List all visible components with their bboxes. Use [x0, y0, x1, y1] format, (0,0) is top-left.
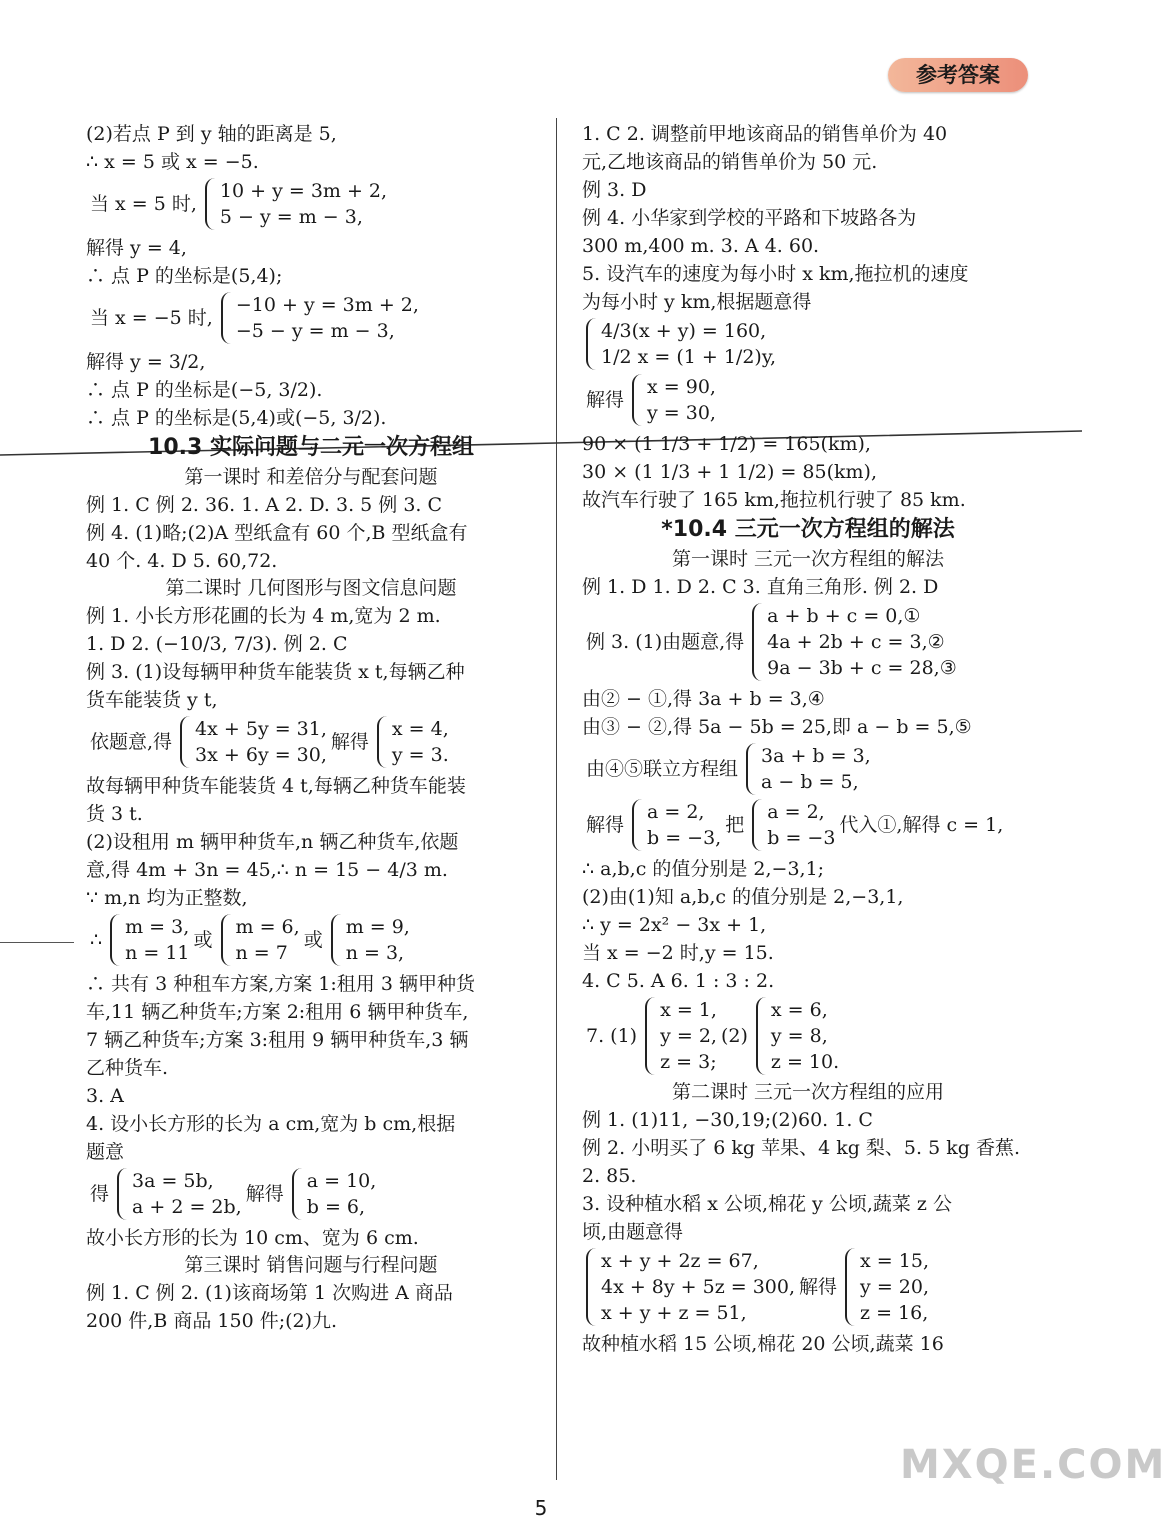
equation-prefix: 依题意,得	[90, 731, 173, 753]
text-line: 例 4. 小华家到学校的平路和下坡路各为	[582, 207, 917, 229]
equation-block	[86, 716, 536, 768]
equation-row: y = 8,	[770, 1025, 828, 1047]
brace-b	[292, 1168, 302, 1220]
brace-a	[117, 1168, 127, 1220]
equation-block	[86, 1168, 536, 1220]
equation-prefix: 解得	[586, 389, 625, 411]
text-line: 车,11 辆乙种货车;方案 2:租用 6 辆甲种货车,	[86, 1001, 469, 1023]
text-line: ∴ 点 P 的坐标是(5,4);	[86, 265, 283, 287]
equation-row: a + b + c = 0,①	[767, 605, 921, 627]
equation-row: m = 6,	[235, 916, 300, 938]
text-line: 40 个. 4. D 5. 60,72.	[86, 550, 278, 572]
text-line: 例 2. 小明买了 6 kg 苹果、4 kg 梨、5. 5 kg 香蕉.	[582, 1137, 1020, 1159]
brace-b	[221, 914, 231, 966]
text-line: 例 1. C 例 2. (1)该商场第 1 次购进 A 商品	[86, 1282, 453, 1304]
text-line: 例 1. (1)11, −30,19;(2)60. 1. C	[582, 1109, 873, 1131]
text-line: 故种植水稻 15 公顷,棉花 20 公顷,蔬菜 16	[582, 1333, 944, 1355]
equation-row: y = 30,	[647, 402, 716, 424]
equation-system	[307, 1168, 377, 1220]
equation-system	[132, 1168, 242, 1220]
brace-a	[180, 716, 190, 768]
text-line: 解得 y = 3/2,	[86, 351, 206, 373]
equation-block	[86, 292, 536, 344]
equation-connector: 解得	[245, 1183, 284, 1205]
text-line: 当 x = −2 时,y = 15.	[582, 942, 774, 964]
equation-block	[86, 914, 536, 966]
brace-a	[632, 799, 642, 851]
equation-row: z = 3;	[660, 1051, 717, 1073]
equation-row: z = 10.	[770, 1051, 840, 1073]
equation-block	[582, 799, 1034, 851]
brace-b	[756, 997, 766, 1075]
equation-prefix: ∴	[90, 929, 103, 951]
brace-a	[632, 374, 642, 426]
right-column	[582, 120, 1034, 1358]
text-line: 为每小时 y km,根据题意得	[582, 291, 812, 313]
text-line: 乙种货车.	[86, 1057, 169, 1079]
text-line: ∵ m,n 均为正整数,	[86, 887, 248, 909]
equation-row: n = 3,	[345, 942, 405, 964]
text-line: 3. A	[86, 1085, 124, 1107]
equation-prefix: 例 3. (1)由题意,得	[586, 631, 745, 653]
equation-system	[125, 914, 189, 966]
equation-row: 3x + 6y = 30,	[195, 744, 327, 766]
equation-block	[86, 178, 536, 230]
text-line: 4. 设小长方形的长为 a cm,宽为 b cm,根据	[86, 1113, 456, 1135]
text-line: 5. 设汽车的速度为每小时 x km,拖拉机的速度	[582, 263, 969, 285]
text-line: 例 1. 小长方形花圃的长为 4 m,宽为 2 m.	[86, 605, 441, 627]
text-line: ∴ x = 5 或 x = −5.	[86, 151, 259, 173]
text-line: 7 辆乙种货车;方案 3:租用 9 辆甲种货车,3 辆	[86, 1029, 469, 1051]
text-line: 1. D 2. (−10/3, 7/3). 例 2. C	[86, 633, 348, 655]
text-line: 90 × (1 1/3 + 1/2) = 165(km),	[582, 433, 871, 455]
text-line: ∴ 点 P 的坐标是(−5, 3/2).	[86, 379, 323, 401]
equation-row: −5 − y = m − 3,	[235, 320, 395, 342]
text-line: 货 3 t.	[86, 803, 143, 825]
equation-connector: 解得	[330, 731, 369, 753]
text-line: 故汽车行驶了 165 km,拖拉机行驶了 85 km.	[582, 489, 966, 511]
brace-b	[845, 1248, 855, 1326]
brace-a	[586, 1248, 596, 1326]
margin-rule	[0, 942, 74, 943]
column-divider	[556, 118, 557, 1480]
text-line: 例 1. D 1. D 2. C 3. 直角三角形. 例 2. D	[582, 576, 939, 598]
brace-a	[586, 318, 596, 370]
equation-system	[771, 997, 839, 1075]
text-line: 300 m,400 m. 3. A 4. 60.	[582, 235, 820, 257]
watermark-logo: MXQE.COM	[900, 1442, 1166, 1488]
equation-row: z = 16,	[860, 1302, 929, 1324]
equation-system	[767, 603, 957, 681]
equation-prefix: 解得	[586, 814, 625, 836]
equation-row: x = 90,	[647, 376, 716, 398]
equation-row: a = 2,	[647, 801, 705, 823]
text-line: (2)设租用 m 辆甲种货车,n 辆乙种货车,依题	[86, 831, 459, 853]
equation-prefix: 当 x = −5 时,	[90, 307, 213, 329]
text-line: 由② − ①,得 3a + b = 3,④	[582, 688, 825, 710]
brace-a	[110, 914, 120, 966]
text-line: 题意	[86, 1141, 125, 1163]
equation-row: x = 4,	[391, 718, 449, 740]
equation-system	[195, 716, 327, 768]
text-line: 例 3. D	[582, 179, 647, 201]
equation-connector: 把	[725, 814, 745, 836]
text-line: 元,乙地该商品的销售单价为 50 元.	[582, 151, 878, 173]
text-line: 由③ − ②,得 5a − 5b = 25,即 a − b = 5,⑤	[582, 716, 972, 738]
equation-row: 3a = 5b,	[132, 1170, 214, 1192]
text-line: 1. C 2. 调整前甲地该商品的销售单价为 40	[582, 123, 948, 145]
section-heading: *10.4 三元一次方程组的解法	[661, 517, 955, 542]
equation-row: x = 15,	[860, 1250, 929, 1272]
brace-a	[221, 292, 231, 344]
text-line: 例 3. (1)设每辆甲种货车能装货 x t,每辆乙种	[86, 661, 465, 683]
equation-system	[767, 799, 835, 851]
equation-row: 3a + b = 3,	[761, 745, 871, 767]
equation-row: 10 + y = 3m + 2,	[219, 180, 388, 202]
equation-row: m = 3,	[125, 916, 190, 938]
equation-row: n = 7	[235, 942, 288, 964]
equation-row: 5 − y = m − 3,	[219, 206, 363, 228]
text-line: ∴ 点 P 的坐标是(5,4)或(−5, 3/2).	[86, 407, 387, 429]
brace-b	[377, 716, 387, 768]
text-line: 例 4. (1)略;(2)A 型纸盒有 60 个,B 型纸盒有	[86, 522, 468, 544]
equation-row: x = 6,	[770, 999, 828, 1021]
text-line: ∴ a,b,c 的值分别是 2,−3,1;	[582, 858, 825, 880]
lesson-heading: 第一课时 和差倍分与配套问题	[184, 466, 438, 488]
answer-key-badge: 参考答案	[888, 58, 1028, 92]
lesson-heading: 第二课时 三元一次方程组的应用	[671, 1081, 945, 1103]
text-line: 200 件,B 商品 150 件;(2)九.	[86, 1310, 338, 1332]
text-line: 意,得 4m + 3n = 45,∴ n = 15 − 4/3 m.	[86, 859, 448, 881]
equation-system	[236, 292, 419, 344]
equation-row: a + 2 = 2b,	[132, 1196, 242, 1218]
equation-system	[647, 374, 716, 426]
equation-block	[582, 603, 1034, 681]
equation-row: x + y + 2z = 67,	[601, 1250, 759, 1272]
equation-row: a − b = 5,	[761, 771, 859, 793]
equation-connector: 或	[303, 929, 323, 951]
equation-row: 9a − 3b + c = 28,③	[767, 657, 957, 679]
left-column	[86, 120, 536, 1335]
equation-row: x = 1,	[660, 999, 717, 1021]
page-number: 5	[534, 1496, 548, 1520]
equation-row: 4a + 2b + c = 3,②	[767, 631, 945, 653]
text-line: 例 1. C 例 2. 36. 1. A 2. D. 3. 5 例 3. C	[86, 494, 443, 516]
text-line: (2)由(1)知 a,b,c 的值分别是 2,−3,1,	[582, 886, 904, 908]
equation-row: y = 3.	[391, 744, 449, 766]
equation-system	[647, 799, 721, 851]
equation-row: n = 11	[125, 942, 190, 964]
equation-system	[220, 178, 387, 230]
equation-prefix: 由④⑤联立方程组	[586, 758, 739, 780]
equation-prefix: 7. (1)	[586, 1025, 638, 1047]
text-line: ∴ 共有 3 种租车方案,方案 1:租用 3 辆甲种货	[86, 973, 475, 995]
brace-a	[746, 743, 756, 795]
text-line: 故每辆甲种货车能装货 4 t,每辆乙种货车能装	[86, 775, 466, 797]
brace-b	[752, 799, 762, 851]
text-line: 顷,由题意得	[582, 1221, 684, 1243]
equation-system	[860, 1248, 929, 1326]
equation-row: b = −3	[767, 827, 836, 849]
brace-c	[331, 914, 341, 966]
equation-block	[582, 1248, 1034, 1326]
text-line: 解得 y = 4,	[86, 237, 187, 259]
equation-connector: 解得	[799, 1276, 838, 1298]
text-line: 故小长方形的长为 10 cm、宽为 6 cm.	[86, 1227, 419, 1249]
equation-system	[392, 716, 449, 768]
equation-system	[660, 997, 717, 1075]
equation-row: m = 9,	[345, 916, 410, 938]
equation-system	[236, 914, 300, 966]
text-line: ∴ y = 2x² − 3x + 1,	[582, 914, 767, 936]
brace-a	[205, 178, 215, 230]
brace-a	[752, 603, 762, 681]
section-heading: 10.3 实际问题与二元一次方程组	[148, 435, 474, 460]
equation-row: 4/3(x + y) = 160,	[601, 320, 767, 342]
text-line: 2. 85.	[582, 1165, 637, 1187]
equation-row: y = 2,	[660, 1025, 717, 1047]
text-line: 3. 设种植水稻 x 公顷,棉花 y 公顷,蔬菜 z 公	[582, 1193, 952, 1215]
equation-row: 1/2 x = (1 + 1/2)y,	[601, 346, 777, 368]
lesson-heading: 第一课时 三元一次方程组的解法	[671, 548, 945, 570]
equation-connector: 或	[193, 929, 213, 951]
equation-system	[601, 1248, 795, 1326]
text-line: 30 × (1 1/3 + 1 1/2) = 85(km),	[582, 461, 877, 483]
equation-row: b = −3,	[647, 827, 722, 849]
equation-connector: 代入①,解得 c = 1,	[839, 814, 1004, 836]
equation-row: y = 20,	[860, 1276, 929, 1298]
equation-prefix: 得	[90, 1183, 110, 1205]
equation-row: a = 10,	[306, 1170, 377, 1192]
equation-block	[582, 374, 1034, 426]
equation-connector: (2)	[720, 1025, 748, 1047]
text-line: 货车能装货 y t,	[86, 689, 218, 711]
equation-system	[346, 914, 410, 966]
equation-block	[582, 318, 1034, 370]
equation-row: −10 + y = 3m + 2,	[235, 294, 419, 316]
equation-row: a = 2,	[767, 801, 825, 823]
equation-row: x + y + z = 51,	[601, 1302, 747, 1324]
equation-row: 4x + 8y + 5z = 300,	[601, 1276, 796, 1298]
equation-system	[761, 743, 871, 795]
text-line: (2)若点 P 到 y 轴的距离是 5,	[86, 123, 337, 145]
text-line: 4. C 5. A 6. 1 : 3 : 2.	[582, 970, 775, 992]
brace-a	[645, 997, 655, 1075]
equation-row: b = 6,	[306, 1196, 366, 1218]
equation-prefix: 当 x = 5 时,	[90, 193, 197, 215]
equation-block	[582, 997, 1034, 1075]
lesson-heading: 第二课时 几何图形与图文信息问题	[165, 577, 457, 599]
equation-row: 4x + 5y = 31,	[195, 718, 327, 740]
equation-system	[601, 318, 776, 370]
equation-block	[582, 743, 1034, 795]
lesson-heading: 第三课时 销售问题与行程问题	[184, 1254, 438, 1276]
